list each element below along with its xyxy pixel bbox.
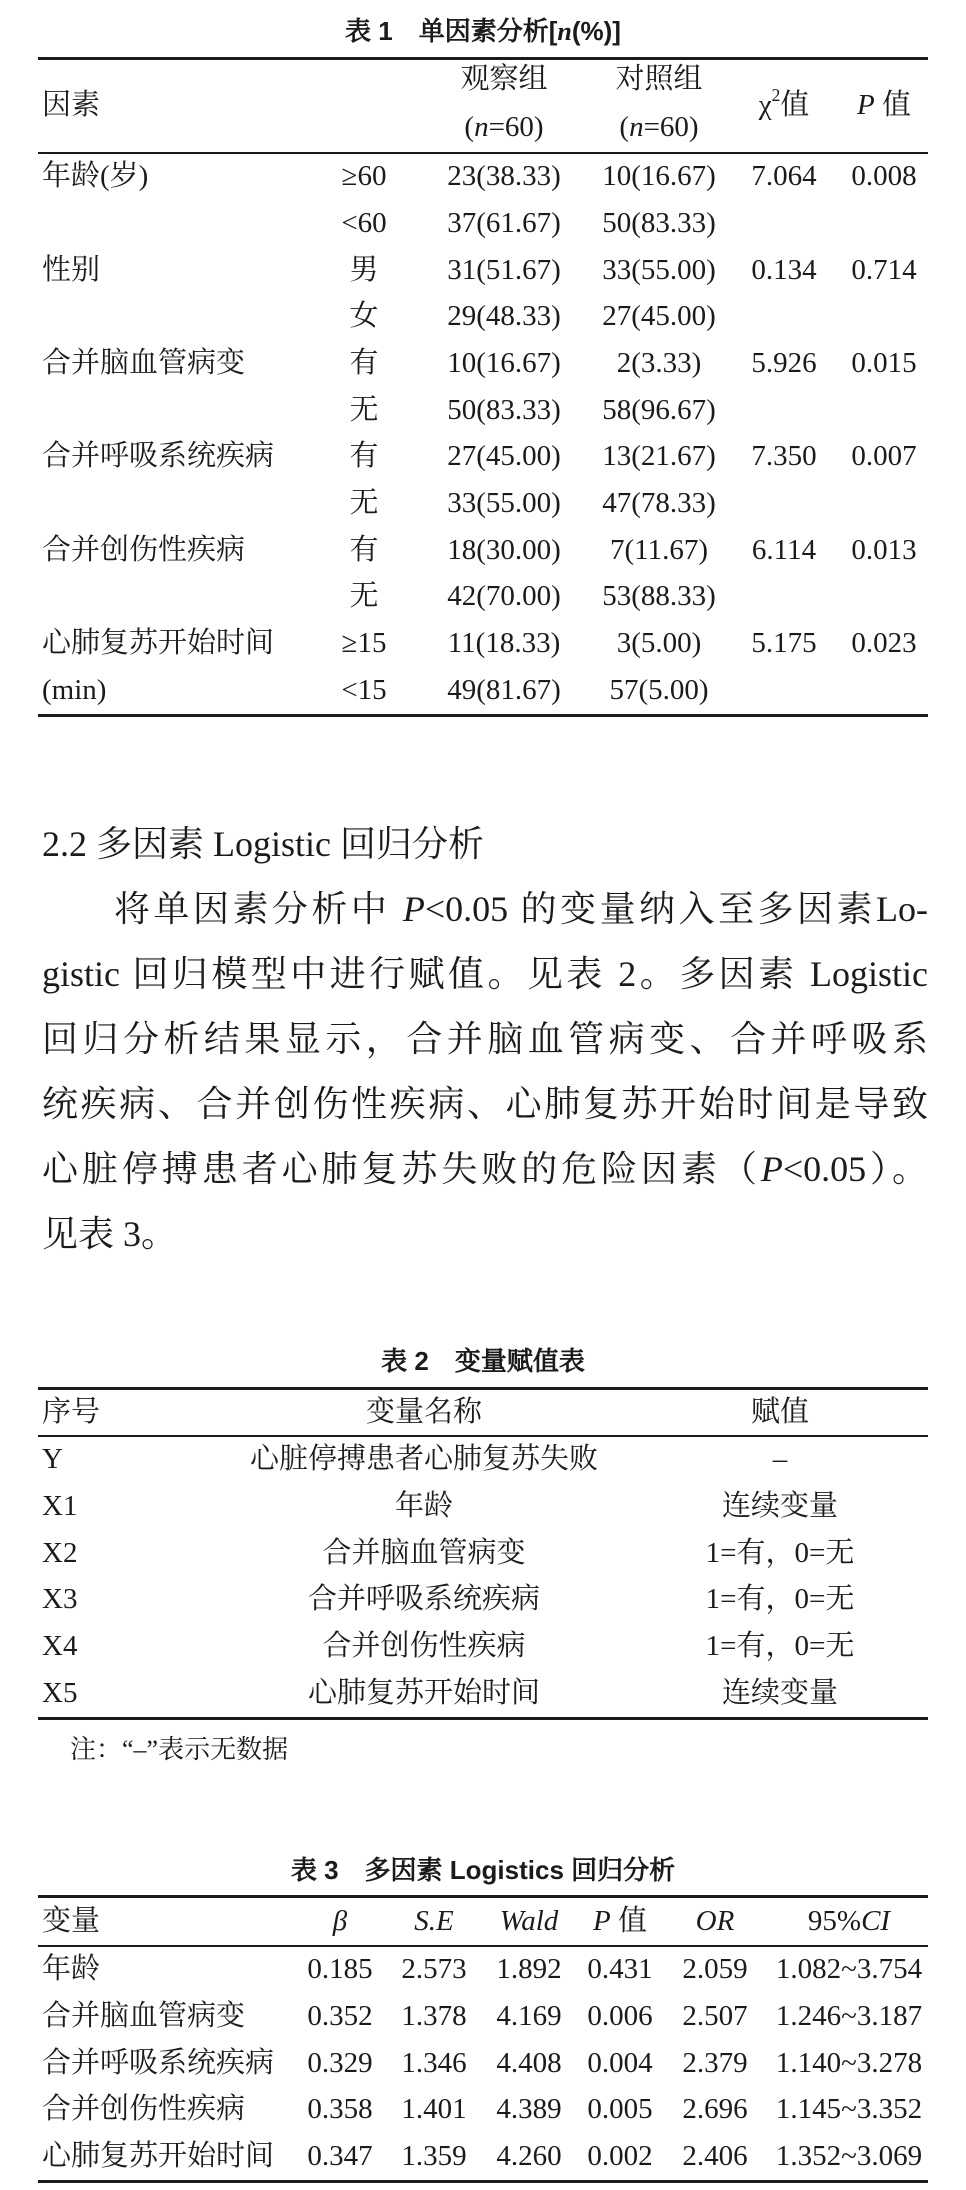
p-symbol: P <box>857 89 875 122</box>
table1-title <box>38 15 928 47</box>
table3-cell-wald: 4.260 <box>496 2139 562 2172</box>
table3-cell-variable: 心肺复苏开始时间 <box>42 2139 275 2172</box>
table1-row <box>38 294 928 341</box>
table1-header-control-n <box>590 111 728 152</box>
table1-cell-p: 0.015 <box>851 346 917 379</box>
table1-cell-level: 无 <box>349 580 379 613</box>
table2 <box>38 1387 928 1720</box>
table3-row <box>38 1947 928 1994</box>
table2-cell-name: 心脏停搏患者心肺复苏失败 <box>249 1443 598 1476</box>
table2-header-index: 序号 <box>42 1395 101 1428</box>
table3-cell-or: 2.696 <box>682 2093 748 2126</box>
table3-cell-or: 2.507 <box>682 1999 748 2032</box>
table2-row <box>38 1577 928 1624</box>
table1-row <box>38 154 928 201</box>
table1-row <box>38 247 928 294</box>
table1-cell-level: 无 <box>349 486 379 519</box>
table1-cell-p: 0.023 <box>851 627 917 660</box>
table3-cell-beta: 0.358 <box>307 2093 373 2126</box>
paragraph-text: 将单因素分析中 <box>114 889 403 929</box>
table3-row <box>38 2040 928 2087</box>
table3-cell-or: 2.059 <box>682 1953 748 1986</box>
table3-cell-p: 0.002 <box>587 2139 653 2172</box>
table3-label: 表 3 <box>290 1855 339 1885</box>
table1-cell-level: ≥15 <box>341 627 387 660</box>
table1-cell-ctrl: 58(96.67) <box>602 393 716 426</box>
table2-header <box>38 1390 928 1435</box>
table2-body <box>38 1437 928 1717</box>
table2-cell-name: 心肺复苏开始时间 <box>307 1676 540 1709</box>
paragraph-line <box>42 877 928 942</box>
table1-row <box>38 620 928 667</box>
table3-cell-variable: 合并脑血管病变 <box>42 1999 246 2032</box>
table2-cell-index: X3 <box>42 1583 78 1616</box>
table3-cell-wald: 1.892 <box>496 1953 562 1986</box>
paragraph-line <box>42 1137 928 1202</box>
table3-cell-ci: 1.145~3.352 <box>775 2093 923 2126</box>
table1-row <box>38 667 928 714</box>
ci-symbol: CI <box>861 1904 891 1937</box>
table2-cell-name: 合并脑血管病变 <box>322 1536 526 1569</box>
table2-row <box>38 1623 928 1670</box>
table3-cell-or: 2.406 <box>682 2139 748 2172</box>
table1-cell-chi2: 5.175 <box>751 627 817 660</box>
table1-cell-ctrl: 2(3.33) <box>616 346 702 379</box>
table2-row <box>38 1530 928 1577</box>
table3-row <box>38 1993 928 2040</box>
table2-bottom-rule <box>38 1717 928 1720</box>
table1-header-chi-square <box>728 85 840 122</box>
table2-cell-value: 1=有，0=无 <box>705 1583 855 1616</box>
table1-cell-obs: 49(81.67) <box>447 673 561 706</box>
table2-cell-index: X4 <box>42 1629 78 1662</box>
table1-cell-p: 0.714 <box>851 253 917 286</box>
table3-cell-ci: 1.140~3.278 <box>775 2046 923 2079</box>
table1-cell-level: ≥60 <box>341 160 387 193</box>
table1-cell-level: <60 <box>341 206 387 239</box>
table2-cell-index: X2 <box>42 1536 78 1569</box>
table1-cell-ctrl: 57(5.00) <box>609 673 709 706</box>
n-close: =60) <box>643 110 699 143</box>
table1-cell-chi2: 5.926 <box>751 346 817 379</box>
table1-cell-ctrl: 53(88.33) <box>602 580 716 613</box>
table3-bottom-rule <box>38 2180 928 2183</box>
table1-title-suffix: (%)] <box>571 16 621 46</box>
table1-cell-ctrl: 3(5.00) <box>616 627 702 660</box>
table1-cell-ctrl: 33(55.00) <box>602 253 716 286</box>
table1-cell-chi2: 7.350 <box>751 440 817 473</box>
table2-cell-index: X1 <box>42 1489 78 1522</box>
table1-cell-level: <15 <box>341 673 387 706</box>
table1-header-observation-n <box>418 111 590 152</box>
table1-cell-ctrl: 47(78.33) <box>602 486 716 519</box>
table2-cell-index: X5 <box>42 1676 78 1709</box>
table2-row <box>38 1437 928 1484</box>
table1-cell-chi2: 7.064 <box>751 160 817 193</box>
table1-cell-level: 有 <box>349 346 379 379</box>
table1-cell-ctrl: 50(83.33) <box>602 206 716 239</box>
table2-header-assignment: 赋值 <box>750 1395 809 1428</box>
table3-header-beta: β <box>332 1904 348 1937</box>
table1-cell-obs: 42(70.00) <box>447 580 561 613</box>
table1-cell-ctrl: 10(16.67) <box>602 160 716 193</box>
table1-cell-obs: 10(16.67) <box>447 346 561 379</box>
table3-header-wald: Wald <box>499 1904 559 1937</box>
table2-label: 表 2 <box>381 1346 429 1376</box>
table1-cell-level: 男 <box>349 253 379 286</box>
table1-row <box>38 434 928 481</box>
p-suffix: 值 <box>881 89 911 122</box>
table3-cell-wald: 4.169 <box>496 1999 562 2032</box>
table3-title <box>38 1854 928 1886</box>
p-symbol: P <box>593 1904 611 1937</box>
table3-cell-or: 2.379 <box>682 2046 748 2079</box>
table1-header-control-group: 对照组 <box>615 63 703 96</box>
table1-cell-obs: 27(45.00) <box>447 440 561 473</box>
table3-cell-variable: 合并创伤性疾病 <box>42 2093 246 2126</box>
section-heading: 2.2 多因素 Logistic 回归分析 <box>42 824 484 864</box>
table1-header <box>38 60 928 152</box>
n-symbol: n <box>474 110 489 143</box>
table3-cell-p: 0.004 <box>587 2046 653 2079</box>
table1-cell-obs: 29(48.33) <box>447 300 561 333</box>
table1-cell-level: 有 <box>349 440 379 473</box>
table2-cell-value: 连续变量 <box>721 1489 838 1522</box>
table2-cell-index: Y <box>42 1443 63 1476</box>
table3-cell-beta: 0.347 <box>307 2139 373 2172</box>
table1-cell-ctrl: 7(11.67) <box>610 533 708 566</box>
paragraph-line: gistic 回归模型中进行赋值。见表 2。多因素 Logistic <box>42 954 928 994</box>
table1-cell-obs: 33(55.00) <box>447 486 561 519</box>
table1-row <box>38 387 928 434</box>
paragraph-line: 见表 3。 <box>42 1214 178 1254</box>
table1-cell-obs: 31(51.67) <box>447 253 561 286</box>
table1-bottom-rule <box>38 714 928 717</box>
n-open: ( <box>464 110 475 143</box>
table3-row <box>38 2133 928 2180</box>
table3-header-variable: 变量 <box>42 1904 101 1937</box>
ci-prefix: 95% <box>807 1904 862 1937</box>
n-close: =60) <box>488 110 544 143</box>
table1-header-factor: 因素 <box>42 89 101 122</box>
table1-cell-factor: 性别 <box>42 253 101 286</box>
table3-header-se: S.E <box>414 1904 454 1937</box>
table1-cell-p: 0.008 <box>851 160 917 193</box>
table1-cell-chi2: 6.114 <box>751 533 817 566</box>
table1-title-n-symbol: n <box>557 17 572 46</box>
table1-cell-factor: 年龄(岁) <box>42 160 149 193</box>
table3-cell-p: 0.006 <box>587 1999 653 2032</box>
table1-row <box>38 480 928 527</box>
table3-cell-ci: 1.246~3.187 <box>775 1999 923 2032</box>
table1-row <box>38 574 928 621</box>
table3-cell-p: 0.431 <box>587 1953 653 1986</box>
table2-cell-value: 1=有，0=无 <box>705 1536 855 1569</box>
table1-cell-level: 有 <box>349 533 379 566</box>
table2-row <box>38 1483 928 1530</box>
table3-cell-se: 1.378 <box>401 1999 467 2032</box>
table2-header-variable-name: 变量名称 <box>365 1395 482 1428</box>
table2-title-text: 变量赋值表 <box>454 1346 585 1376</box>
table2-cell-name: 年龄 <box>394 1489 453 1522</box>
table3-cell-se: 2.573 <box>401 1953 467 1986</box>
table1-cell-factor: 合并呼吸系统疾病 <box>42 440 275 473</box>
table1-cell-obs: 11(18.33) <box>447 627 561 660</box>
table2-cell-name: 合并创伤性疾病 <box>322 1629 526 1662</box>
table3-header-or: OR <box>695 1904 735 1937</box>
chi-superscript: 2 <box>771 85 781 106</box>
table1-cell-p: 0.013 <box>851 533 917 566</box>
table1 <box>38 57 928 717</box>
table2-cell-value: – <box>772 1443 788 1476</box>
table3-header-ci <box>770 1905 928 1938</box>
table1-cell-chi2: 0.134 <box>751 253 817 286</box>
table1-body <box>38 154 928 714</box>
paragraph-line: 回归分析结果显示，合并脑血管病变、合并呼吸系 <box>42 1019 928 1059</box>
paragraph-text: <0.05）。 <box>782 1149 928 1189</box>
paragraph-text: <0.05 的变量纳入至多因素Lo- <box>424 889 928 929</box>
table1-header-p-value <box>840 89 928 122</box>
table3-cell-wald: 4.408 <box>496 2046 562 2079</box>
table3-cell-ci: 1.082~3.754 <box>775 1953 923 1986</box>
table1-cell-factor: 合并创伤性疾病 <box>42 533 246 566</box>
table3-cell-beta: 0.352 <box>307 1999 373 2032</box>
table1-cell-factor: 心肺复苏开始时间 <box>42 627 275 660</box>
table1-cell-ctrl: 27(45.00) <box>602 300 716 333</box>
table1-row <box>38 527 928 574</box>
table1-cell-obs: 18(30.00) <box>447 533 561 566</box>
table3-header-p-value <box>580 1905 660 1938</box>
table3-cell-wald: 4.389 <box>496 2093 562 2126</box>
table1-title-text: 单因素分析[ <box>418 16 558 46</box>
paragraph-text: 心脏停搏患者心肺复苏失败的危险因素（ <box>42 1149 761 1189</box>
table1-cell-level: 无 <box>349 393 379 426</box>
table1-row <box>38 340 928 387</box>
p-suffix: 值 <box>617 1904 647 1937</box>
table1-row <box>38 200 928 247</box>
table3-cell-beta: 0.185 <box>307 1953 373 1986</box>
chi-symbol: χ <box>758 89 772 122</box>
n-symbol: n <box>629 110 644 143</box>
table3-cell-se: 1.359 <box>401 2139 467 2172</box>
chi-suffix: 值 <box>780 89 810 122</box>
table3-cell-se: 1.401 <box>401 2093 467 2126</box>
table1-label: 表 1 <box>345 16 393 46</box>
table1-cell-obs: 50(83.33) <box>447 393 561 426</box>
table3-cell-se: 1.346 <box>401 2046 467 2079</box>
table3-body <box>38 1947 928 2180</box>
table3-cell-p: 0.005 <box>587 2093 653 2126</box>
p-symbol: P <box>402 889 425 929</box>
table1-cell-p: 0.007 <box>851 440 917 473</box>
table1-cell-ctrl: 13(21.67) <box>602 440 716 473</box>
table2-cell-name: 合并呼吸系统疾病 <box>307 1583 540 1616</box>
table1-cell-obs: 37(61.67) <box>447 206 561 239</box>
table1-cell-obs: 23(38.33) <box>447 160 561 193</box>
paragraph-line: 统疾病、合并创伤性疾病、心肺复苏开始时间是导致 <box>42 1084 928 1124</box>
table3-cell-ci: 1.352~3.069 <box>775 2139 923 2172</box>
table3-header <box>38 1898 928 1945</box>
table1-cell-level: 女 <box>349 300 379 333</box>
n-open: ( <box>619 110 630 143</box>
table3-row <box>38 2087 928 2134</box>
table2-cell-value: 1=有，0=无 <box>705 1629 855 1662</box>
table3 <box>38 1895 928 2183</box>
table3-cell-beta: 0.329 <box>307 2046 373 2079</box>
table3-title-text: 多因素 Logistics 回归分析 <box>364 1855 676 1885</box>
table1-cell-factor: 合并脑血管病变 <box>42 346 246 379</box>
body-paragraph <box>42 877 928 1267</box>
p-symbol: P <box>760 1149 783 1189</box>
table2-cell-value: 连续变量 <box>721 1676 838 1709</box>
table2-note: 注：“–”表示无数据 <box>70 1735 289 1764</box>
table2-title <box>38 1345 928 1377</box>
table3-cell-variable: 年龄 <box>42 1953 101 1986</box>
table2-row <box>38 1670 928 1717</box>
table3-cell-variable: 合并呼吸系统疾病 <box>42 2046 275 2079</box>
table1-cell-factor: (min) <box>42 673 107 706</box>
table1-header-observation-group: 观察组 <box>460 63 548 96</box>
